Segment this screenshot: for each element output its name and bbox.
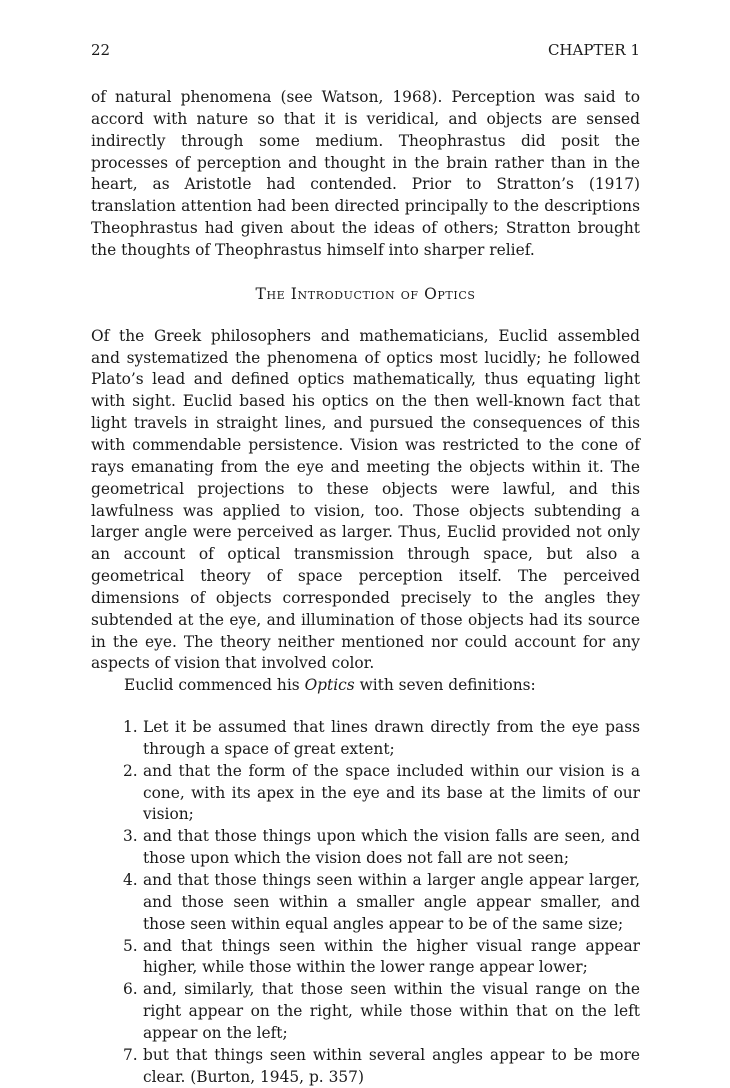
definitions-list (91, 717, 640, 1088)
section-heading: The Introduction of Optics (255, 284, 476, 303)
list-item-text: and that the form of the space included within our vision is a cone, with its apex in the eye and its base at the limits of our vision; (143, 761, 640, 824)
list-item-text: and that things seen within the higher visual range appear higher, while those within the lower range appear lower; (143, 936, 640, 977)
list-item-number: 2. (123, 761, 138, 780)
list-item-number: 6. (123, 980, 138, 999)
list-item-number: 3. (123, 827, 138, 846)
running-head (91, 40, 640, 60)
intro-text-before: Euclid commenced his (124, 676, 305, 695)
list-item-text: Let it be assumed that lines drawn directly from the eye pass through a space of great extent; (143, 718, 640, 758)
list-item-text: and that those things seen within a larger angle appear larger, and those seen within a smaller angle appear smaller, and those seen within equal angles appear to be of the same size; (143, 871, 640, 933)
list-item (123, 979, 640, 1045)
list-item-text: and that those things upon which the vision falls are seen, and those upon which the vision does not fall are not seen; (143, 827, 640, 868)
list-item-text: and, similarly, that those seen within the visual range on the right appear on the right, while those within that on the left appear on the left; (143, 980, 640, 1042)
page-number: 22 (91, 41, 111, 59)
chapter-label: CHAPTER 1 (547, 41, 640, 59)
list-item (123, 717, 640, 761)
list-item (123, 870, 640, 936)
paragraph-theophrastus: of natural phenomena (see Watson, 1968). Perception was said to accord with nature so that it is veridical, and objects are sensed indirectly through some medium. Theophrastus did posit the processes of perception and thought in the brain rather than in the heart, as Aristotle had contended. Prior to Stratton’s (1917) translation attention had been directed principally to the descriptions Theophrastus had given about the ideas of others; Stratton brought the thoughts of Theophrastus himself into sharper relief. (91, 88, 640, 259)
book-page (91, 40, 640, 1088)
list-item-text: but that things seen within several angles appear to be more clear. (Burton, 1945, p. 357) (143, 1045, 640, 1086)
list-item-number: 4. (123, 871, 138, 889)
list-item-number: 5. (123, 936, 138, 955)
list-item-number: 7. (123, 1045, 138, 1064)
paragraph-definitions-intro (91, 675, 640, 697)
list-item (123, 936, 640, 980)
list-item (123, 761, 640, 827)
list-item (123, 1045, 640, 1088)
intro-text-after: with seven definitions: (354, 676, 536, 695)
list-item (123, 826, 640, 870)
optics-title: Optics (304, 676, 355, 695)
paragraph-euclid-optics: Of the Greek philosophers and mathematicians, Euclid assembled and systematized the phenomena of optics most lucidly; he followed Plato’s lead and defined optics mathematically, thus equating light with sight. Euclid based his optics on the then well-known fact that light travels in straight lines, and pursued the consequences of this with commendable persistence. Vision was restricted to the cone of rays emanating from the eye and meeting the objects within it. The geometrical projections to these objects were lawful, and this lawfulness was applied to vision, too. Those objects subtending a larger angle were perceived as larger. Thus, Euclid provided not only an account of optical transmission through space, but also a geometrical theory of space perception itself. The perceived dimensions of objects corresponded precisely to the angles they subtended at the eye, and illumination of those objects had its source in the eye. The theory neither mentioned nor could account for any aspects of vision that involved color. (91, 326, 640, 673)
list-item-number: 1. (123, 718, 138, 737)
